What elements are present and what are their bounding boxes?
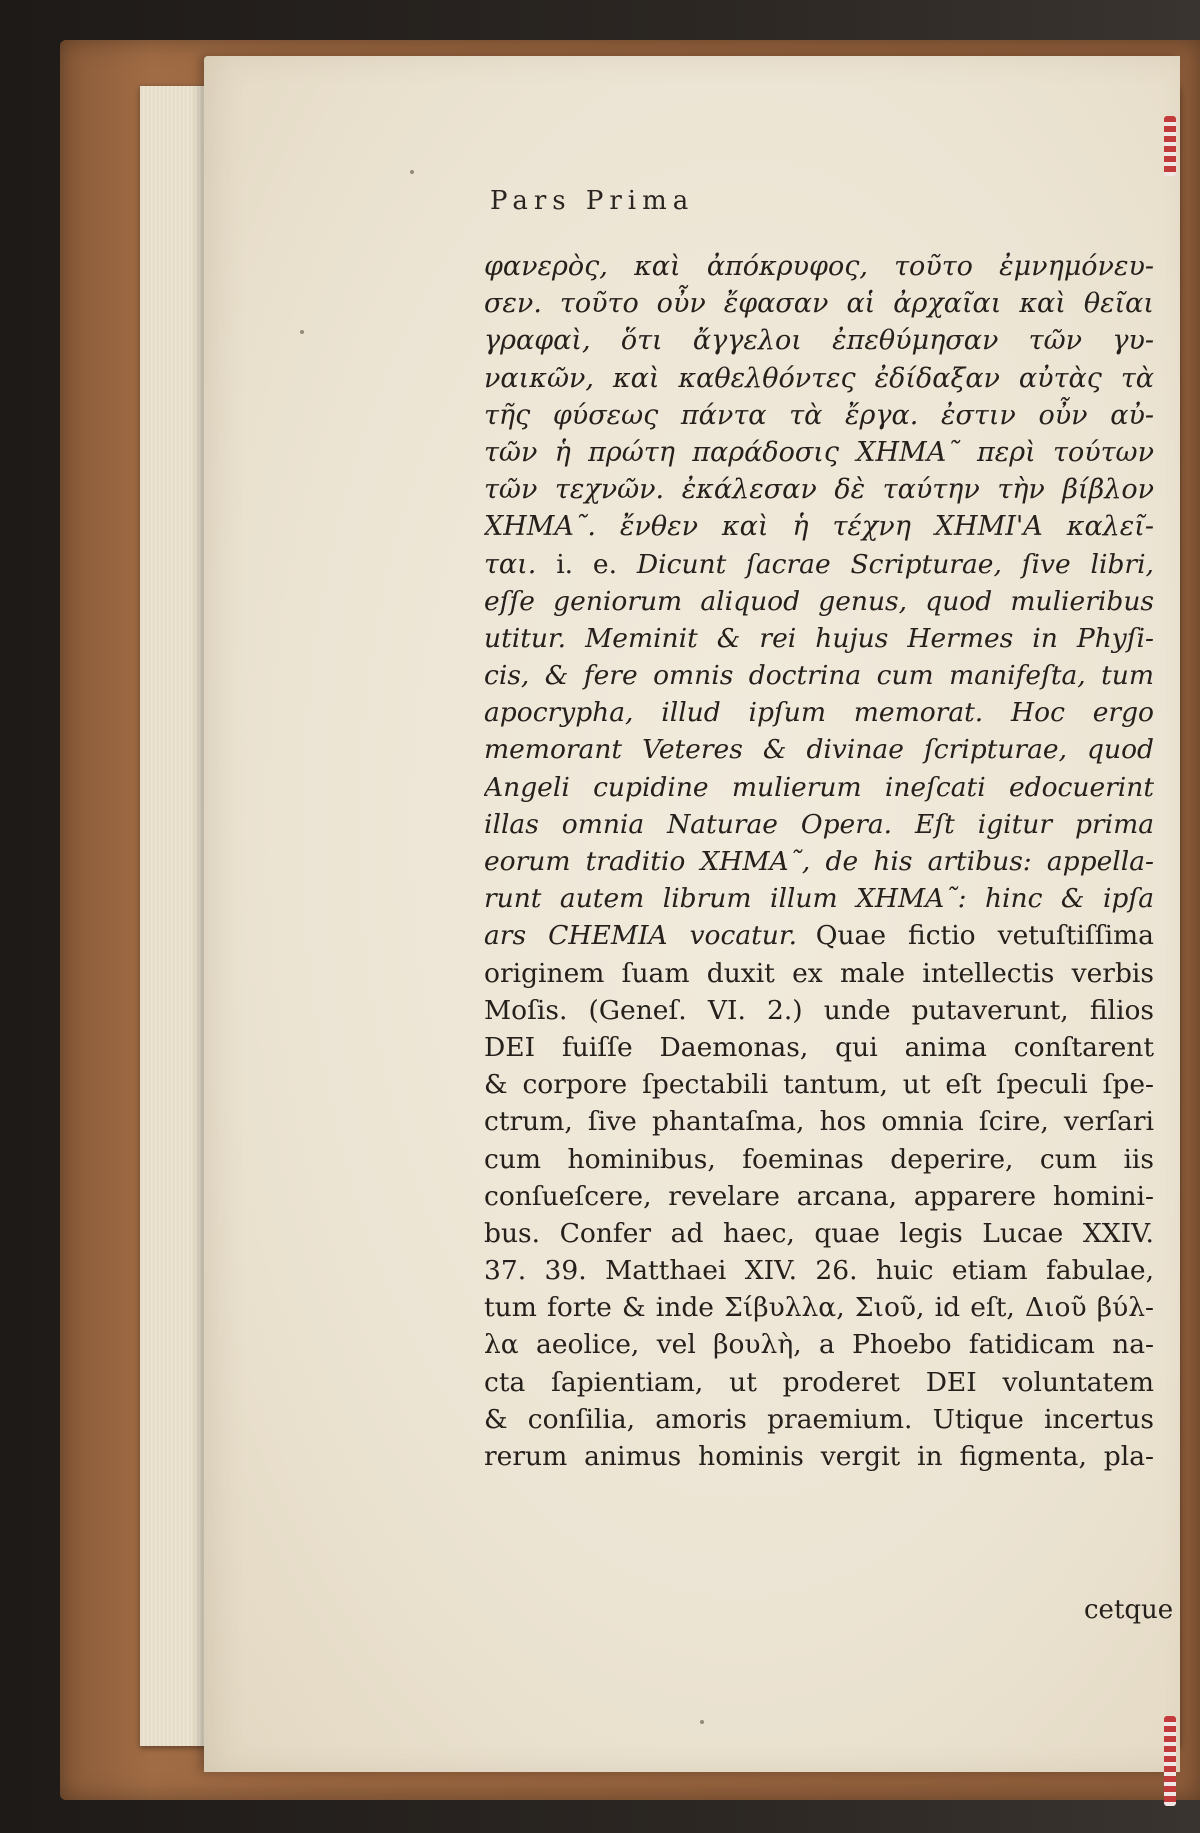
text-line: [484, 546, 1154, 583]
text-line: rerum animus hominis vergit in figmenta, pla-: [484, 1441, 1154, 1472]
text-line: ctrum, ſive phantaſma, hos omnia ſcire, verſari: [484, 1106, 1154, 1138]
text-line: XHMA῀. ἔνθεν καὶ ἡ τέχνη XHMI'A καλεῖ-: [484, 511, 1154, 543]
text-line: & conſilia, amoris praemium. Utique incertus: [484, 1403, 1154, 1435]
text-line: apocrypha, illud ipſum memorat. Hoc ergo: [484, 697, 1154, 729]
text-line: DEI fuiſſe Daemonas, qui anima conſtarent: [484, 1031, 1154, 1063]
text-line: illas omnia Naturae Opera. Eſt igitur prima: [484, 808, 1154, 840]
text-line: Angeli cupidine mulierum ineſcati edocuerint: [484, 771, 1154, 803]
text-line: cta ſapientiam, ut proderet DEI voluntatem: [484, 1366, 1154, 1398]
text-line: conſueſcere, revelare arcana, apparere homini-: [484, 1180, 1154, 1212]
text-line: tum forte & inde Σίβυλλα, Σιοῦ, id eſt, Διοῦ βύλ-: [484, 1292, 1154, 1324]
abbreviation: i. e.: [556, 548, 618, 580]
paper-speck: [700, 1720, 704, 1724]
text-line: ναικῶν, καὶ καθελθόντες ἐδίδαξαν αὐτὰς τὰ: [484, 362, 1154, 394]
paper-speck: [300, 330, 304, 334]
paper-speck: [410, 170, 414, 174]
text-line: Moſis. (Geneſ. VI. 2.) unde putaverunt, filios: [484, 994, 1154, 1026]
text-line: τῶν τεχνῶν. ἐκάλεσαν δὲ ταύτην τὴν βίβλον: [484, 474, 1154, 506]
running-head: Pars Prima: [490, 186, 695, 216]
text-line: eorum traditio XHMA῀, de his artibus: appella-: [484, 846, 1154, 877]
text-line: λα aeolice, vel βουλὴ, a Phoebo fatidicam na-: [484, 1329, 1154, 1361]
latin-italic-fragment: ars CHEMIA vocatur.: [484, 920, 798, 952]
latin-roman-fragment: Quae fictio vetuſtiſſima: [815, 920, 1154, 952]
text-line: cum hominibus, foeminas deperire, cum iis: [484, 1143, 1154, 1175]
text-line: cis, & fere omnis doctrina cum manifeſta, tum: [484, 660, 1154, 692]
text-line: φανερὸς, καὶ ἀπόκρυφος, τοῦτο ἐμνημόνευ-: [484, 251, 1154, 282]
body-text: [484, 248, 1154, 1475]
ribbon-marker-bottom: [1164, 1716, 1176, 1806]
text-line: bus. Confer ad haec, quae legis Lucae XXIV.: [484, 1217, 1154, 1249]
text-line: eſſe geniorum aliquod genus, quod mulieribus: [484, 585, 1154, 617]
ribbon-marker-top: [1164, 116, 1176, 176]
text-line: σεν. τοῦτο οὖν ἔφασαν αἱ ἀρχαῖαι καὶ θεῖαι: [484, 288, 1154, 320]
text-line: & corpore ſpectabili tantum, ut eſt ſpeculi ſpe-: [484, 1069, 1154, 1101]
catchword: cetque: [1084, 1595, 1174, 1625]
text-line: memorant Veteres & divinae ſcripturae, quod: [484, 734, 1154, 766]
text-line: originem ſuam duxit ex male intellectis verbis: [484, 957, 1154, 989]
greek-fragment: ται.: [484, 548, 537, 580]
text-line: utitur. Meminit & rei hujus Hermes in Phyſi-: [484, 622, 1154, 654]
latin-italic-fragment: Dicunt ſacrae Scripturae, ſive libri,: [636, 548, 1154, 580]
text-line: runt autem librum illum XHMA῀: hinc & ipſa: [484, 883, 1154, 915]
text-line: 37. 39. Matthaei XIV. 26. huic etiam fabulae,: [484, 1255, 1154, 1287]
text-line: γραφαὶ, ὅτι ἄγγελοι ἐπεθύμησαν τῶν γυ-: [484, 325, 1154, 357]
text-line: [484, 917, 1154, 954]
text-line: τῶν ἡ πρώτη παράδοσις XHMA῀ περὶ τούτων: [484, 436, 1154, 468]
text-line: τῆς φύσεως πάντα τὰ ἔργα. ἐστιν οὖν αὐ-: [484, 399, 1154, 431]
